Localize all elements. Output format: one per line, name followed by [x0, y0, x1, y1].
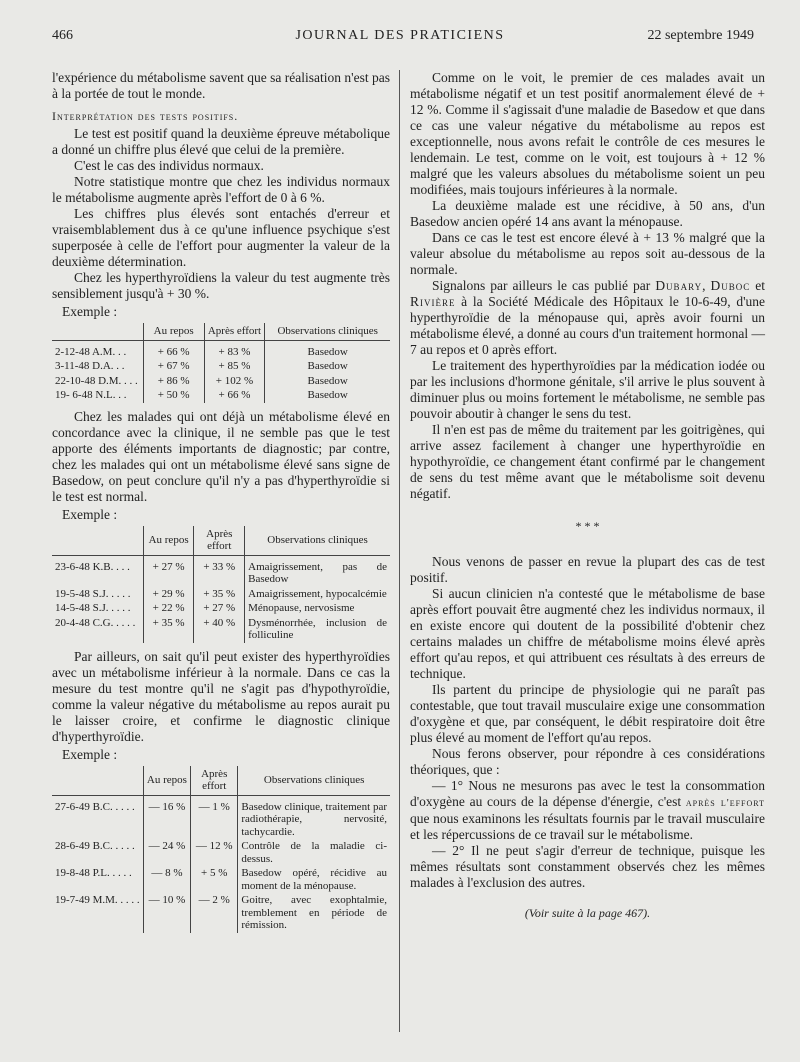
author-name: Duboc — [710, 278, 751, 293]
table-row — [52, 601, 390, 616]
cell-rest: + 66 % — [143, 345, 204, 360]
cell-obs: Dysménorrhée, inclusion de folliculine — [245, 616, 390, 643]
cell-rest: + 67 % — [143, 359, 204, 374]
table-row — [52, 359, 390, 374]
continuation-note: (Voir suite à la page 467). — [524, 906, 651, 920]
table-header: Après effort — [191, 766, 238, 796]
table-header: Observations cliniques — [238, 766, 390, 796]
text-run: que nous examinons les résultats fournis par le travail musculaire et les répercussions de ce travail sur le métabolisme. — [410, 811, 765, 842]
table-header: Au repos — [143, 323, 204, 340]
cell-date: 19-8-48 P.L. . . . . — [55, 867, 132, 879]
table-header: Au repos — [143, 766, 190, 796]
table-hyperthyroid — [52, 323, 390, 403]
cell-date: 2-12-48 A.M. . . — [55, 345, 127, 358]
paragraph: — 2° Il ne peut s'agir d'erreur de technique, puisque les mêmes résultats sont constamment observés chez les mêmes malades à l'exclusion des autres. — [410, 843, 765, 890]
table-row — [52, 587, 390, 602]
table-header: Observations cliniques — [265, 323, 390, 340]
cell-obs: Basedow — [265, 388, 390, 403]
page-number: 466 — [52, 28, 73, 43]
cell-effort: + 85 % — [204, 359, 265, 374]
paragraph: Le traitement des hyperthyroïdies par la médication iodée ou par les inclusions d'hormone génitale, s'il arrive le plus souvent à diminuer plus ou moins fortement le métabolisme, ne semble pas pouvoir aboutir à changer le sens du test. — [410, 358, 765, 421]
paragraph: Si aucun clinicien n'a contesté que le métabolisme de base après effort pouvait être augmenté chez les individus normaux, il en existe encore qui doutent de la possibilité d'obtenir chez certains malades un chiffre de métabolisme moins élevé après effort qu'au repos, et qui attribuent ces résultats à des erreurs de technique. — [410, 586, 765, 681]
cell-date: 28-6-49 B.C. . . . . — [55, 840, 135, 852]
cell-date: 22-10-48 D.M. . . . — [55, 374, 138, 387]
column-divider — [399, 70, 400, 1032]
cell-date: 20-4-48 C.G. . . . . — [55, 616, 136, 629]
cell-obs: Basedow — [265, 345, 390, 360]
cell-obs: Amaigrissement, hypocalcémie — [245, 587, 390, 602]
journal-title: JOURNAL DES PRATICIENS — [295, 28, 505, 43]
cell-date: 3-11-48 D.A. . . — [55, 360, 125, 372]
cell-date: 27-6-49 B.C. . . . . — [55, 800, 135, 813]
example-label: Exemple : — [62, 506, 118, 522]
cell-obs: Basedow clinique, traitement par radiothérapie, nervosité, tachycardie. — [238, 800, 390, 840]
table-row — [52, 800, 390, 840]
section-heading: Interprétation des tests positifs. — [52, 109, 239, 123]
paragraph: Comme on le voit, le premier de ces malades avait un métabolisme négatif et un test positif anormalement élevé de + 12 %. Comme il s'agissait d'une maladie de Basedow et que dans ce cas une valeur négative du métabolisme au repos est exceptionnelle, nous avons refait le contrôle de ces mesures le lendemain. Le test, comme on le voit, est toujours à + 12 % malgré que les valeurs absolues du métabolisme soient un peu modifiées, mais toujours inférieures à la normale. — [410, 70, 765, 197]
cell-obs: Basedow opéré, récidive au moment de la ménopause. — [238, 866, 390, 893]
author-name: Rivière — [410, 294, 456, 309]
cell-obs: Amaigrissement, pas de Basedow — [245, 560, 390, 587]
table-row — [52, 839, 390, 866]
cell-effort: + 102 % — [204, 374, 265, 389]
cell-date: 19- 6-48 N.L. . . — [55, 389, 127, 401]
table-header-blank — [52, 323, 143, 340]
cell-obs: Contrôle de la maladie ci-dessus. — [238, 839, 390, 866]
cell-rest: + 27 % — [143, 560, 194, 587]
cell-rest: + 35 % — [143, 616, 194, 643]
section-separator-stars: * * * — [575, 519, 600, 533]
cell-date: 14-5-48 S.J. . . . . — [55, 602, 131, 614]
table-header-blank — [52, 526, 143, 556]
left-column — [52, 70, 390, 939]
issue-date: 22 septembre 1949 — [647, 28, 754, 43]
cell-effort: — 2 % — [191, 893, 238, 933]
table-row — [52, 616, 390, 643]
table-header: Après effort — [204, 323, 265, 340]
cell-obs: Basedow — [265, 374, 390, 389]
paragraph: Ils partent du principe de physiologie qui ne paraît pas contestable, que tout travail musculaire exige une consommation d'oxygène et que, par conséquent, le débit respiratoire doit être plus élevé au moment de l'effort qu'au repos. — [410, 682, 765, 745]
text-run: à la Société Médicale des Hôpitaux le 10-6-49, d'une hyperthyroïdie de la ménopause qui, après avoir fourni un métabolisme élevé, a donné au cours d'un traitement hormonal — 7 au repos et 0 après effort. — [410, 294, 765, 357]
text-run: — 1° Nous ne mesurons pas avec le test la consommation d'oxygène au cours de la dépense d'énergie, c'est — [410, 778, 765, 809]
paragraph: La deuxième malade est une récidive, à 50 ans, d'un Basedow ancien opéré 14 ans avant la ménopause. — [410, 198, 765, 229]
cell-effort: + 83 % — [204, 345, 265, 360]
cell-rest: — 8 % — [143, 866, 190, 893]
table-header-blank — [52, 766, 143, 796]
cell-obs: Ménopause, nervosisme — [245, 601, 390, 616]
table-header: Observations cliniques — [245, 526, 390, 556]
cell-rest: + 86 % — [143, 374, 204, 389]
paragraph: C'est le cas des individus normaux. — [74, 158, 264, 173]
paragraph: Il n'en est pas de même du traitement par les goitrigènes, qui arrive assez facilement à changer une hyperthyroïdie en hypothyroïdie, ce changement étant confirmé par le changement de sens du test même avant que le métabolisme soit devenu négatif. — [410, 422, 765, 501]
paragraph: Les chiffres plus élevés sont entachés d'erreur et vraisemblablement dus à ce qu'une influence psychique s'est superposée à celle de l'effort pour augmenter la valeur de la deuxième détermination. — [52, 206, 390, 269]
cell-obs: Goitre, avec exophtalmie, tremblement en période de rémission. — [238, 893, 390, 933]
paragraph: Nous venons de passer en revue la plupart des cas de test positif. — [410, 554, 765, 585]
table-row — [52, 893, 390, 933]
cell-effort: — 12 % — [191, 839, 238, 866]
cell-rest: — 16 % — [143, 800, 190, 840]
paragraph: Nous ferons observer, pour répondre à ces considérations théoriques, que : — [410, 746, 765, 777]
cell-effort: — 1 % — [191, 800, 238, 840]
cell-rest: + 22 % — [143, 601, 194, 616]
cell-effort: + 40 % — [194, 616, 245, 643]
table-row — [52, 866, 390, 893]
paragraph: Chez les hyperthyroïdiens la valeur du test augmente très sensiblement jusqu'à + 30 %. — [52, 270, 390, 301]
cell-rest: — 10 % — [143, 893, 190, 933]
paragraph — [410, 778, 765, 843]
cell-effort: + 27 % — [194, 601, 245, 616]
table-row — [52, 374, 390, 389]
text-run: et — [750, 278, 765, 293]
cell-effort: + 33 % — [194, 560, 245, 587]
paragraph: Par ailleurs, on sait qu'il peut exister des hyperthyroïdies avec un métabolisme inférieur à la normale. Dans ce cas la mesure du test montre qu'il ne s'agit pas d'hypothyroïdie, comme la valeur négative du métabolisme au repos aurait pu le laisser croire, et confirme le diagnostic clinique d'hyperthyroïdie. — [52, 648, 390, 744]
cell-rest: + 50 % — [143, 388, 204, 403]
right-column — [410, 70, 765, 921]
cell-obs: Basedow — [265, 359, 390, 374]
running-header — [0, 28, 800, 52]
cell-effort: + 35 % — [194, 587, 245, 602]
paragraph: Le test est positif quand la deuxième épreuve métabolique a donné un chiffre plus élevé que celui de la première. — [52, 126, 390, 157]
paragraph: Dans ce cas le test est encore élevé à + 13 % malgré que la valeur absolue du métabolisme au repos soit au-dessous de la normale. — [410, 230, 765, 277]
paragraph — [410, 278, 765, 358]
table-normal-test — [52, 526, 390, 643]
paragraph: Chez les malades qui ont déjà un métabolisme élevé en concordance avec la clinique, il ne semble pas que le test apporte des éléments importants de diagnostic; par contre, chez les malades qui ont un métabolisme élevé sans signe de Basedow, on peut conclure qu'il n'y a pas d'hyperthyroïdie si le test est normal. — [52, 408, 390, 504]
cell-rest: + 29 % — [143, 587, 194, 602]
text-run: , — [702, 278, 711, 293]
cell-effort: + 66 % — [204, 388, 265, 403]
table-row — [52, 345, 390, 360]
cell-date: 19-5-48 S.J. . . . . — [55, 587, 131, 600]
table-header: Après effort — [194, 526, 245, 556]
cell-date: 19-7-49 M.M. . . . . — [55, 894, 140, 906]
example-label: Exemple : — [62, 304, 118, 319]
author-name: Dubary — [655, 278, 703, 293]
table-hypometabolism — [52, 766, 390, 933]
paragraph: Notre statistique montre que chez les individus normaux le métabolisme augmente après l'effort de 0 à 6 %. — [52, 174, 390, 205]
emphasis: après l'effort — [685, 797, 765, 809]
table-header: Au repos — [143, 526, 194, 556]
cell-rest: — 24 % — [143, 839, 190, 866]
cell-effort: + 5 % — [191, 866, 238, 893]
text-run: Signalons par ailleurs le cas publié par — [432, 278, 656, 293]
cell-date: 23-6-48 K.B. . . . — [55, 560, 130, 573]
table-row — [52, 560, 390, 587]
table-row — [52, 388, 390, 403]
paragraph: l'expérience du métabolisme savent que sa réalisation n'est pas à la portée de tout le monde. — [52, 70, 390, 101]
example-label: Exemple : — [62, 746, 118, 762]
